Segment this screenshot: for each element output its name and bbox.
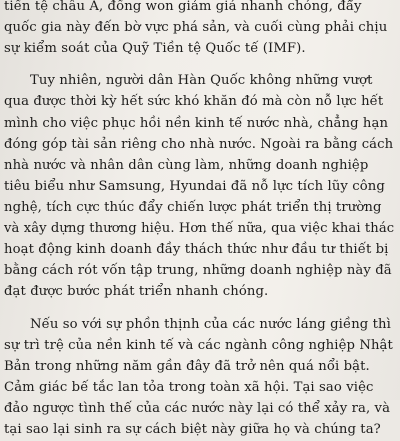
paragraph-2-line-11: đạt được bước phát triển nhanh chóng.	[4, 284, 269, 299]
paragraph-2-line-3: mình cho việc phục hồi nền kinh tế nước nhà, chẳng hạn	[4, 116, 389, 131]
paragraph-1-line-2: quốc gia này đến bờ vực phá sản, và cuối cùng phải chịu	[4, 20, 388, 35]
paragraph-2-line-2: qua được thời kỳ hết sức khó khăn đó mà còn nỗ lực hết	[4, 94, 384, 109]
paragraph-2-line-1: Tuy nhiên, người dân Hàn Quốc không những vượt	[30, 73, 373, 88]
paragraph-2-line-5: nhà nước và nhân dân cùng làm, những doanh nghiệp	[4, 158, 369, 173]
paragraph-1-line-3: sự kiểm soát của Quỹ Tiền tệ Quốc tế (IMF).	[4, 41, 306, 56]
paragraph-2-line-7: nghệ, tích cực thúc đẩy chiến lược phát triển thị trường	[4, 200, 382, 215]
paragraph-3-line-1: Nếu so với sự phồn thịnh của các nước láng giềng thì	[30, 317, 391, 332]
paragraph-3-line-4: Cảm giác bế tắc lan tỏa trong toàn xã hội. Tại sao việc	[4, 380, 374, 395]
paragraph-2-line-10: bằng cách rót vốn tập trung, những doanh nghiệp này đã	[4, 263, 392, 278]
paragraph-3-line-6: tại sao lại sinh ra sự cách biệt này giữa họ và chúng ta?	[4, 422, 381, 437]
paragraph-1-line-1: tiền tệ châu Á, đồng won giảm giá nhanh chóng, đẩy	[4, 0, 362, 14]
paragraph-3-line-2: sự trì trệ của nền kinh tế và các ngành công nghiệp Nhật	[4, 338, 393, 353]
paragraph-2-line-6: tiêu biểu như Samsung, Hyundai đã nỗ lực tích lũy công	[4, 179, 385, 194]
paragraph-2-line-4: đóng góp tài sản riêng cho nhà nước. Ngoài ra bằng cách	[4, 137, 394, 152]
paragraph-2-line-9: hoạt động kinh doanh đầy thách thức như đầu tư thiết bị	[4, 242, 389, 257]
paragraph-2-line-8: và xây dựng thương hiệu. Hơn thế nữa, qua việc khai thác	[4, 221, 395, 236]
paragraph-3-line-5: đảo ngược tình thế của các nước này lại có thể xảy ra, và	[4, 401, 391, 416]
paragraph-3-line-3: Bản trong những năm gần đây đã trở nên quá nổi bật.	[4, 359, 370, 374]
